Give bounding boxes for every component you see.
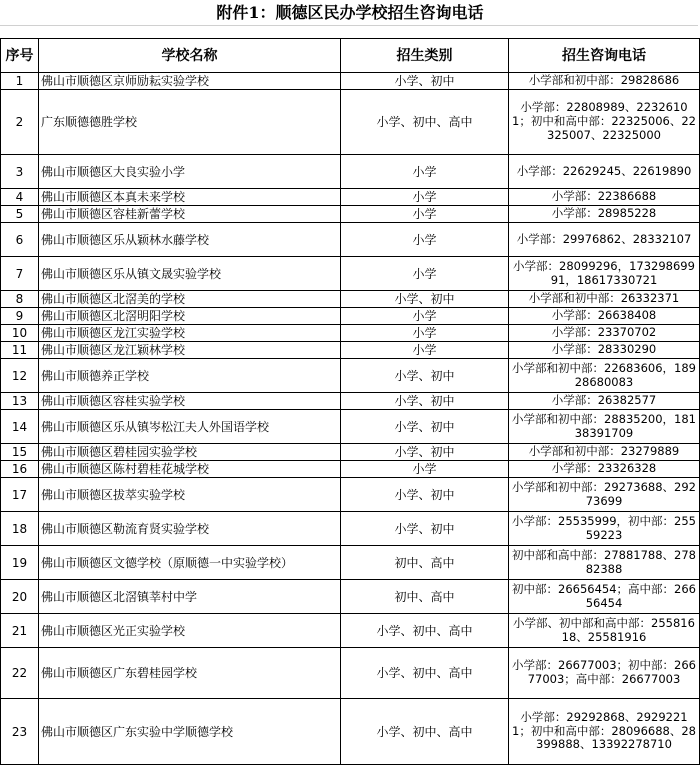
school-name-cell: 佛山市顺德区光正实验学校 xyxy=(39,614,341,648)
table-row xyxy=(1,257,700,291)
phone-cell: 小学部和初中部：22683606，18928680083 xyxy=(509,359,700,393)
phone-cell: 小学部：26382577 xyxy=(509,393,700,410)
header-row xyxy=(1,39,700,73)
header-index: 序号 xyxy=(1,39,39,73)
table-row xyxy=(1,546,700,580)
school-name-cell: 佛山市顺德区龙江实验学校 xyxy=(39,325,341,342)
table-row xyxy=(1,223,700,257)
school-name-cell: 佛山市顺德区文德学校（原顺德一中实验学校） xyxy=(39,546,341,580)
header-enrollment-type: 招生类别 xyxy=(341,39,509,73)
enrollment-type-cell: 初中、高中 xyxy=(341,546,509,580)
school-name-cell: 佛山市顺德区乐从颖林水藤学校 xyxy=(39,223,341,257)
school-name-cell: 佛山市顺德区大良实验小学 xyxy=(39,155,341,189)
row-index: 14 xyxy=(1,410,39,444)
document-title: 附件1：顺德区民办学校招生咨询电话 xyxy=(216,3,484,22)
phone-cell: 小学部：25535999，初中部：25559223 xyxy=(509,512,700,546)
phone-cell: 小学部：29292868、29292211；初中和高中部：28096688、28399888、13392278710 xyxy=(509,699,700,765)
phone-cell: 小学部：22629245、22619890 xyxy=(509,155,700,189)
phone-cell: 初中部和高中部：27881788、27882388 xyxy=(509,546,700,580)
row-index: 5 xyxy=(1,206,39,223)
enrollment-type-cell: 小学、初中 xyxy=(341,512,509,546)
row-index: 13 xyxy=(1,393,39,410)
enrollment-type-cell: 小学、初中 xyxy=(341,359,509,393)
table-row xyxy=(1,342,700,359)
table-row xyxy=(1,73,700,90)
row-index: 21 xyxy=(1,614,39,648)
school-name-cell: 佛山市顺德区乐从镇文晟实验学校 xyxy=(39,257,341,291)
empty-grid-row xyxy=(0,25,698,39)
phone-cell: 小学部：28330290 xyxy=(509,342,700,359)
enrollment-type-cell: 小学、初中 xyxy=(341,393,509,410)
school-name-cell: 佛山市顺德区北滘明阳学校 xyxy=(39,308,341,325)
table-row xyxy=(1,410,700,444)
row-index: 17 xyxy=(1,478,39,512)
table-row xyxy=(1,699,700,765)
row-index: 3 xyxy=(1,155,39,189)
school-name-cell: 广东顺德德胜学校 xyxy=(39,90,341,155)
school-name-cell: 佛山市顺德区本真未来学校 xyxy=(39,189,341,206)
phone-cell: 初中部：26656454；高中部：26656454 xyxy=(509,580,700,614)
enrollment-type-cell: 小学、初中 xyxy=(341,478,509,512)
school-phone-table xyxy=(0,38,700,765)
table-body xyxy=(1,73,700,765)
phone-cell: 小学部：23370702 xyxy=(509,325,700,342)
row-index: 2 xyxy=(1,90,39,155)
enrollment-type-cell: 初中、高中 xyxy=(341,580,509,614)
row-index: 16 xyxy=(1,461,39,478)
row-index: 11 xyxy=(1,342,39,359)
enrollment-type-cell: 小学、初中、高中 xyxy=(341,648,509,699)
table-row xyxy=(1,155,700,189)
row-index: 22 xyxy=(1,648,39,699)
school-name-cell: 佛山市顺德区容桂新蕾学校 xyxy=(39,206,341,223)
school-name-cell: 佛山市顺德区拔萃实验学校 xyxy=(39,478,341,512)
phone-cell: 小学部和初中部：29273688、29273699 xyxy=(509,478,700,512)
school-name-cell: 佛山市顺德区碧桂园实验学校 xyxy=(39,444,341,461)
row-index: 10 xyxy=(1,325,39,342)
table-row xyxy=(1,512,700,546)
enrollment-type-cell: 小学 xyxy=(341,342,509,359)
table-row xyxy=(1,648,700,699)
row-index: 6 xyxy=(1,223,39,257)
phone-cell: 小学部：22808989、22326101；初中和高中部：22325006、22325007、22325000 xyxy=(509,90,700,155)
phone-cell: 小学部：26677003；初中部：26677003；高中部：26677003 xyxy=(509,648,700,699)
school-name-cell: 佛山市顺德区龙江颖林学校 xyxy=(39,342,341,359)
table-row xyxy=(1,359,700,393)
enrollment-type-cell: 小学、初中 xyxy=(341,73,509,90)
school-name-cell: 佛山市顺德区容桂实验学校 xyxy=(39,393,341,410)
enrollment-type-cell: 小学、初中 xyxy=(341,291,509,308)
row-index: 19 xyxy=(1,546,39,580)
table-row xyxy=(1,478,700,512)
school-name-cell: 佛山市顺德区广东碧桂园学校 xyxy=(39,648,341,699)
table-row xyxy=(1,308,700,325)
row-index: 18 xyxy=(1,512,39,546)
table-row xyxy=(1,580,700,614)
enrollment-type-cell: 小学 xyxy=(341,223,509,257)
row-index: 1 xyxy=(1,73,39,90)
table-row xyxy=(1,206,700,223)
enrollment-type-cell: 小学、初中、高中 xyxy=(341,90,509,155)
enrollment-type-cell: 小学、初中 xyxy=(341,410,509,444)
school-name-cell: 佛山市顺德区京师励耘实验学校 xyxy=(39,73,341,90)
school-name-cell: 佛山市顺德区广东实验中学顺德学校 xyxy=(39,699,341,765)
phone-cell: 小学部：29976862、28332107 xyxy=(509,223,700,257)
enrollment-type-cell: 小学 xyxy=(341,189,509,206)
school-name-cell: 佛山市顺德区北滘美的学校 xyxy=(39,291,341,308)
phone-cell: 小学部和初中部：28835200，18138391709 xyxy=(509,410,700,444)
row-index: 15 xyxy=(1,444,39,461)
enrollment-type-cell: 小学 xyxy=(341,257,509,291)
enrollment-type-cell: 小学 xyxy=(341,155,509,189)
phone-cell: 小学部和初中部：26332371 xyxy=(509,291,700,308)
row-index: 4 xyxy=(1,189,39,206)
header-phone: 招生咨询电话 xyxy=(509,39,700,73)
phone-cell: 小学部：26638408 xyxy=(509,308,700,325)
enrollment-type-cell: 小学、初中、高中 xyxy=(341,614,509,648)
phone-cell: 小学部：28099296，17329869991，18617330721 xyxy=(509,257,700,291)
school-name-cell: 佛山市顺德区陈村碧桂花城学校 xyxy=(39,461,341,478)
phone-cell: 小学部：23326328 xyxy=(509,461,700,478)
enrollment-type-cell: 小学、初中 xyxy=(341,444,509,461)
row-index: 8 xyxy=(1,291,39,308)
header-school-name: 学校名称 xyxy=(39,39,341,73)
school-name-cell: 佛山市顺德区北滘镇莘村中学 xyxy=(39,580,341,614)
table-row xyxy=(1,325,700,342)
table-row xyxy=(1,189,700,206)
phone-cell: 小学部和初中部：23279889 xyxy=(509,444,700,461)
table-row xyxy=(1,614,700,648)
row-index: 7 xyxy=(1,257,39,291)
phone-cell: 小学部：28985228 xyxy=(509,206,700,223)
enrollment-type-cell: 小学 xyxy=(341,461,509,478)
school-name-cell: 佛山市顺德养正学校 xyxy=(39,359,341,393)
row-index: 20 xyxy=(1,580,39,614)
phone-cell: 小学部：22386688 xyxy=(509,189,700,206)
school-name-cell: 佛山市顺德区乐从镇岑松江夫人外国语学校 xyxy=(39,410,341,444)
table-row xyxy=(1,291,700,308)
table-row xyxy=(1,90,700,155)
row-index: 23 xyxy=(1,699,39,765)
phone-cell: 小学部、初中部和高中部：25581618、25581916 xyxy=(509,614,700,648)
table-row xyxy=(1,461,700,478)
table-row xyxy=(1,393,700,410)
row-index: 9 xyxy=(1,308,39,325)
school-name-cell: 佛山市顺德区勒流育贤实验学校 xyxy=(39,512,341,546)
enrollment-type-cell: 小学 xyxy=(341,206,509,223)
enrollment-type-cell: 小学 xyxy=(341,325,509,342)
row-index: 12 xyxy=(1,359,39,393)
enrollment-type-cell: 小学 xyxy=(341,308,509,325)
enrollment-type-cell: 小学、初中、高中 xyxy=(341,699,509,765)
phone-cell: 小学部和初中部：29828686 xyxy=(509,73,700,90)
table-row xyxy=(1,444,700,461)
